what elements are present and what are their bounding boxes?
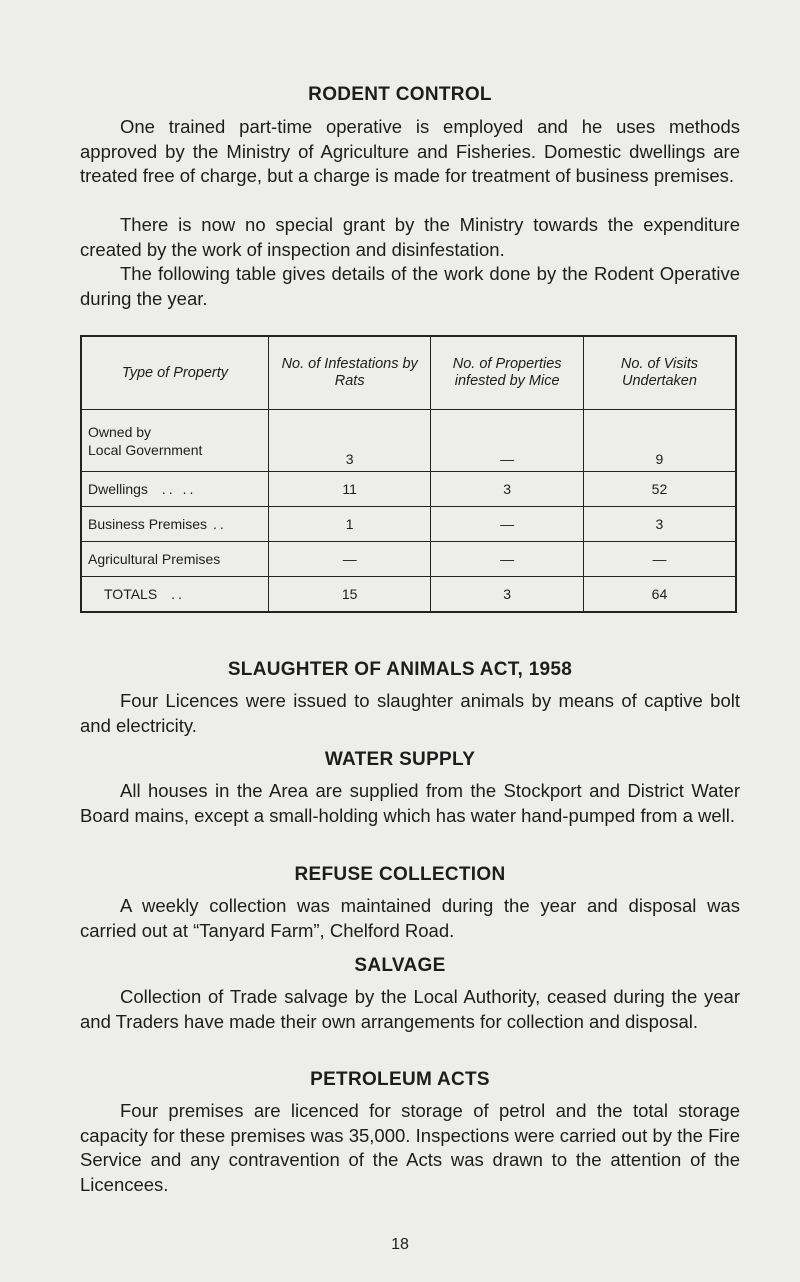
rodent-para-3: The following table gives details of the work done by the Rodent Operative during the year. bbox=[80, 263, 740, 309]
slaughter-heading: SLAUGHTER OF ANIMALS ACT, 1958 bbox=[227, 659, 573, 680]
rodent-para-2: There is now no special grant by the Ministry towards the expenditure created by the work of inspection and disinfestation. bbox=[80, 214, 740, 260]
cell-visits: 52 bbox=[583, 472, 736, 507]
cell-rats: 3 bbox=[268, 410, 430, 472]
slaughter-para: Four Licences were issued to slaughter animals by means of captive bolt and electricity. bbox=[80, 690, 740, 736]
refuse-collection-para: A weekly collection was maintained during the year and disposal was carried out at “Tanyard Farm”, Chelford Road. bbox=[80, 895, 740, 941]
petroleum-acts-para: Four premises are licenced for storage of petrol and the total storage capacity for these premises was 35,000. Inspections were carried out by the Fire Service and any contravention of the Acts was drawn to the attention of the Licencees. bbox=[80, 1100, 740, 1195]
cell-visits: 64 bbox=[583, 577, 736, 613]
cell-rats: — bbox=[268, 542, 430, 577]
header-type-of-property: Type of Property bbox=[81, 336, 268, 410]
row-label: Owned by Local Government bbox=[81, 410, 268, 472]
table-row bbox=[81, 507, 736, 542]
cell-rats: 1 bbox=[268, 507, 430, 542]
cell-mice: — bbox=[431, 542, 583, 577]
table-header-row bbox=[81, 336, 736, 410]
cell-mice: 3 bbox=[431, 577, 583, 613]
cell-visits: 9 bbox=[583, 410, 736, 472]
cell-visits: — bbox=[583, 542, 736, 577]
cell-rats: 15 bbox=[268, 577, 430, 613]
header-visits: No. of Visits Undertaken bbox=[583, 336, 736, 410]
row-label: TOTALS .. bbox=[81, 577, 268, 613]
row-label: Business Premises .. bbox=[81, 507, 268, 542]
page-number: 18 bbox=[391, 1236, 409, 1253]
petroleum-acts-heading: PETROLEUM ACTS bbox=[310, 1069, 490, 1090]
table-row-totals bbox=[81, 577, 736, 613]
water-supply-para: All houses in the Area are supplied from the Stockport and District Water Board mains, except a small-holding which has water hand-pumped from a well. bbox=[80, 780, 740, 826]
water-supply-heading: WATER SUPPLY bbox=[324, 749, 476, 770]
salvage-para: Collection of Trade salvage by the Local Authority, ceased during the year and Traders have made their own arrangements for collection and disposal. bbox=[80, 986, 740, 1032]
cell-mice: 3 bbox=[431, 472, 583, 507]
rodent-table bbox=[80, 335, 737, 613]
cell-mice: — bbox=[431, 507, 583, 542]
cell-visits: 3 bbox=[583, 507, 736, 542]
rodent-para-1: One trained part-time operative is employed and he uses methods approved by the Ministry of Agriculture and Fisheries. Domestic dwellings are treated free of charge, but a charge is made for treatment of business premises. bbox=[80, 116, 740, 186]
header-infestations-rats: No. of Infestations by Rats bbox=[268, 336, 430, 410]
table-row bbox=[81, 542, 736, 577]
header-properties-mice: No. of Properties infested by Mice bbox=[431, 336, 583, 410]
refuse-collection-heading: REFUSE COLLECTION bbox=[294, 864, 506, 885]
cell-rats: 11 bbox=[268, 472, 430, 507]
table-row bbox=[81, 472, 736, 507]
salvage-heading: SALVAGE bbox=[354, 955, 446, 976]
row-label: Dwellings .. .. bbox=[81, 472, 268, 507]
rodent-control-heading: RODENT CONTROL bbox=[308, 84, 492, 105]
row-label: Agricultural Premises bbox=[81, 542, 268, 577]
table-row bbox=[81, 410, 736, 472]
cell-mice: — bbox=[431, 410, 583, 472]
